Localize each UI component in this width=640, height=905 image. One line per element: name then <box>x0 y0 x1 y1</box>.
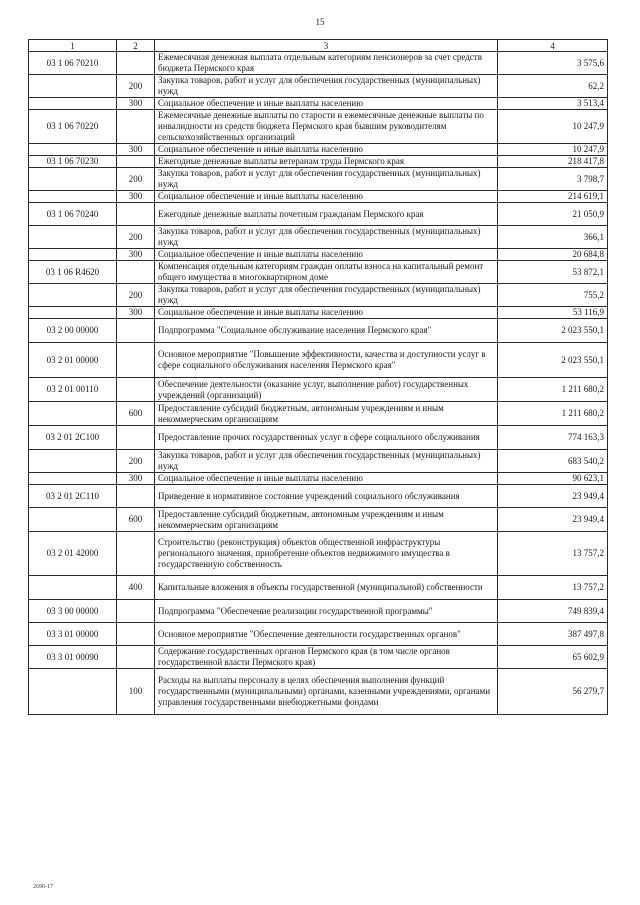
row-code: 03 3 01 00000 <box>29 623 117 646</box>
table-row <box>29 191 608 203</box>
row-expense-type <box>117 378 155 402</box>
row-expense-type <box>117 623 155 646</box>
table-row <box>29 168 608 191</box>
table-row <box>29 261 608 284</box>
row-code: 03 2 01 2С110 <box>29 485 117 508</box>
table-row <box>29 485 608 508</box>
row-code <box>29 226 117 249</box>
row-expense-type: 300 <box>117 473 155 485</box>
table-row <box>29 284 608 307</box>
row-code: 03 2 01 00110 <box>29 378 117 402</box>
row-description: Содержание государственных органов Пермского края (в том числе органов государственной власти Пермского края) <box>155 646 498 669</box>
row-amount: 2 023 550,1 <box>498 343 608 378</box>
table-row <box>29 110 608 144</box>
table-row <box>29 226 608 249</box>
table-row <box>29 52 608 75</box>
table-row <box>29 203 608 226</box>
row-amount: 1 211 680,2 <box>498 402 608 426</box>
header-col-1: 1 <box>29 40 117 52</box>
row-code: 03 1 06 70240 <box>29 203 117 226</box>
row-expense-type <box>117 646 155 669</box>
row-amount: 774 163,3 <box>498 426 608 450</box>
row-description: Ежемесячные денежные выплаты по старости и ежемесячные денежные выплаты по инвалидности из средств бюджета Пермского края бывшим руководителям сельскохозяйственных организаций <box>155 110 498 144</box>
row-expense-type <box>117 203 155 226</box>
row-code <box>29 144 117 156</box>
row-expense-type: 200 <box>117 284 155 307</box>
row-expense-type: 600 <box>117 508 155 532</box>
row-amount: 3 513,4 <box>498 98 608 110</box>
table-row <box>29 343 608 378</box>
row-description: Ежегодные денежные выплаты почетным гражданам Пермского края <box>155 203 498 226</box>
row-code <box>29 75 117 98</box>
table-row <box>29 426 608 450</box>
row-description: Социальное обеспечение и иные выплаты населению <box>155 473 498 485</box>
row-amount: 13 757,2 <box>498 532 608 576</box>
row-code: 03 2 01 2С100 <box>29 426 117 450</box>
row-expense-type: 400 <box>117 576 155 600</box>
row-amount: 3 575,6 <box>498 52 608 75</box>
row-description: Предоставление субсидий бюджетным, автономным учреждениям и иным некоммерческим организациям <box>155 402 498 426</box>
row-description: Компенсация отдельным категориям граждан оплаты взноса на капитальный ремонт общего имущества в многоквартирном доме <box>155 261 498 284</box>
table-row <box>29 669 608 715</box>
row-code <box>29 98 117 110</box>
row-amount: 53 872,1 <box>498 261 608 284</box>
row-code <box>29 249 117 261</box>
table-header <box>29 40 608 52</box>
row-expense-type <box>117 600 155 623</box>
row-description: Обеспечение деятельности (оказание услуг, выполнение работ) государственных учреждений (организаций) <box>155 378 498 402</box>
row-amount: 62,2 <box>498 75 608 98</box>
row-amount: 3 798,7 <box>498 168 608 191</box>
row-expense-type: 200 <box>117 226 155 249</box>
row-description: Закупка товаров, работ и услуг для обеспечения государственных (муниципальных) нужд <box>155 226 498 249</box>
row-amount: 23 949,4 <box>498 485 608 508</box>
row-code <box>29 191 117 203</box>
row-description: Закупка товаров, работ и услуг для обеспечения государственных (муниципальных) нужд <box>155 284 498 307</box>
row-expense-type: 100 <box>117 669 155 715</box>
row-code: 03 2 00 00000 <box>29 319 117 343</box>
row-description: Социальное обеспечение и иные выплаты населению <box>155 144 498 156</box>
document-footer-code: 2690-17 <box>33 884 53 890</box>
page-number: 15 <box>315 17 325 27</box>
row-code: 03 2 01 42000 <box>29 532 117 576</box>
row-amount: 214 619,1 <box>498 191 608 203</box>
row-description: Капитальные вложения в объекты государственной (муниципальной) собственности <box>155 576 498 600</box>
row-expense-type: 300 <box>117 249 155 261</box>
row-amount: 366,1 <box>498 226 608 249</box>
row-expense-type: 300 <box>117 98 155 110</box>
row-amount: 755,2 <box>498 284 608 307</box>
row-expense-type <box>117 110 155 144</box>
row-amount: 10 247,9 <box>498 110 608 144</box>
row-code: 03 1 06 R4620 <box>29 261 117 284</box>
table-row <box>29 75 608 98</box>
row-code <box>29 576 117 600</box>
row-code: 03 2 01 00000 <box>29 343 117 378</box>
table-row <box>29 600 608 623</box>
row-expense-type <box>117 343 155 378</box>
table-body <box>29 52 608 715</box>
row-code: 03 1 06 70210 <box>29 52 117 75</box>
row-amount: 21 050,9 <box>498 203 608 226</box>
header-col-3: 3 <box>155 40 498 52</box>
row-description: Основное мероприятие "Повышение эффективности, качества и доступности услуг в сфере социального обслуживания населения Пермского края" <box>155 343 498 378</box>
row-amount: 218 417,8 <box>498 156 608 168</box>
row-code <box>29 473 117 485</box>
row-description: Социальное обеспечение и иные выплаты населению <box>155 249 498 261</box>
row-code <box>29 508 117 532</box>
row-amount: 56 279,7 <box>498 669 608 715</box>
row-description: Закупка товаров, работ и услуг для обеспечения государственных (муниципальных) нужд <box>155 168 498 191</box>
table-row <box>29 450 608 473</box>
row-description: Расходы на выплаты персоналу в целях обеспечения выполнения функций государственными (муниципальными) органами, казенными учреждениями, органами управления государственными внебюджетными фондами <box>155 669 498 715</box>
row-expense-type: 300 <box>117 144 155 156</box>
row-description: Закупка товаров, работ и услуг для обеспечения государственных (муниципальных) нужд <box>155 450 498 473</box>
table-row <box>29 532 608 576</box>
row-description: Подпрограмма "Обеспечение реализации государственной программы" <box>155 600 498 623</box>
row-expense-type: 200 <box>117 75 155 98</box>
row-expense-type <box>117 156 155 168</box>
row-description: Основное мероприятие "Обеспечение деятельности государственных органов" <box>155 623 498 646</box>
row-expense-type <box>117 52 155 75</box>
table-row <box>29 319 608 343</box>
row-code <box>29 669 117 715</box>
row-expense-type <box>117 532 155 576</box>
row-expense-type <box>117 319 155 343</box>
table-row <box>29 156 608 168</box>
table-row <box>29 646 608 669</box>
row-amount: 683 540,2 <box>498 450 608 473</box>
table-row <box>29 473 608 485</box>
row-amount: 20 684,8 <box>498 249 608 261</box>
row-amount: 10 247,9 <box>498 144 608 156</box>
row-amount: 749 839,4 <box>498 600 608 623</box>
row-amount: 2 023 550,1 <box>498 319 608 343</box>
table-row <box>29 576 608 600</box>
header-col-2: 2 <box>117 40 155 52</box>
row-code: 03 3 00 00000 <box>29 600 117 623</box>
header-col-4: 4 <box>498 40 608 52</box>
row-amount: 65 602,9 <box>498 646 608 669</box>
table-row <box>29 144 608 156</box>
table-row <box>29 623 608 646</box>
table-row <box>29 98 608 110</box>
row-description: Предоставление субсидий бюджетным, автономным учреждениям и иным некоммерческим организациям <box>155 508 498 532</box>
row-amount: 23 949,4 <box>498 508 608 532</box>
row-description: Социальное обеспечение и иные выплаты населению <box>155 98 498 110</box>
row-description: Ежегодные денежные выплаты ветеранам труда Пермского края <box>155 156 498 168</box>
row-description: Социальное обеспечение и иные выплаты населению <box>155 307 498 319</box>
row-amount: 387 497,8 <box>498 623 608 646</box>
row-code <box>29 402 117 426</box>
row-description: Строительство (реконструкция) объектов общественной инфраструктуры регионального значения, приобретение объектов недвижимого имущества в государственную собственность <box>155 532 498 576</box>
row-description: Подпрограмма "Социальное обслуживание населения Пермского края" <box>155 319 498 343</box>
row-code <box>29 284 117 307</box>
table-row <box>29 402 608 426</box>
row-amount: 1 211 680,2 <box>498 378 608 402</box>
table-row <box>29 307 608 319</box>
row-description: Социальное обеспечение и иные выплаты населению <box>155 191 498 203</box>
header-row <box>29 40 608 52</box>
table-row <box>29 249 608 261</box>
row-code: 03 1 06 70230 <box>29 156 117 168</box>
row-code <box>29 168 117 191</box>
row-description: Предоставление прочих государственных услуг в сфере социального обслуживания <box>155 426 498 450</box>
row-expense-type: 200 <box>117 168 155 191</box>
table-row <box>29 378 608 402</box>
row-amount: 13 757,2 <box>498 576 608 600</box>
row-expense-type: 300 <box>117 307 155 319</box>
budget-table <box>28 39 608 715</box>
row-expense-type: 200 <box>117 450 155 473</box>
row-description: Ежемесячная денежная выплата отдельным категориям пенсионеров за счет средств бюджета Пермского края <box>155 52 498 75</box>
row-code <box>29 307 117 319</box>
row-expense-type: 300 <box>117 191 155 203</box>
row-expense-type <box>117 485 155 508</box>
row-amount: 90 623,1 <box>498 473 608 485</box>
table-row <box>29 508 608 532</box>
row-description: Приведение в нормативное состояние учреждений социального обслуживания <box>155 485 498 508</box>
row-description: Закупка товаров, работ и услуг для обеспечения государственных (муниципальных) нужд <box>155 75 498 98</box>
row-code: 03 3 01 00090 <box>29 646 117 669</box>
row-code: 03 1 06 70220 <box>29 110 117 144</box>
row-expense-type <box>117 261 155 284</box>
row-code <box>29 450 117 473</box>
row-expense-type: 600 <box>117 402 155 426</box>
row-amount: 53 116,9 <box>498 307 608 319</box>
row-expense-type <box>117 426 155 450</box>
